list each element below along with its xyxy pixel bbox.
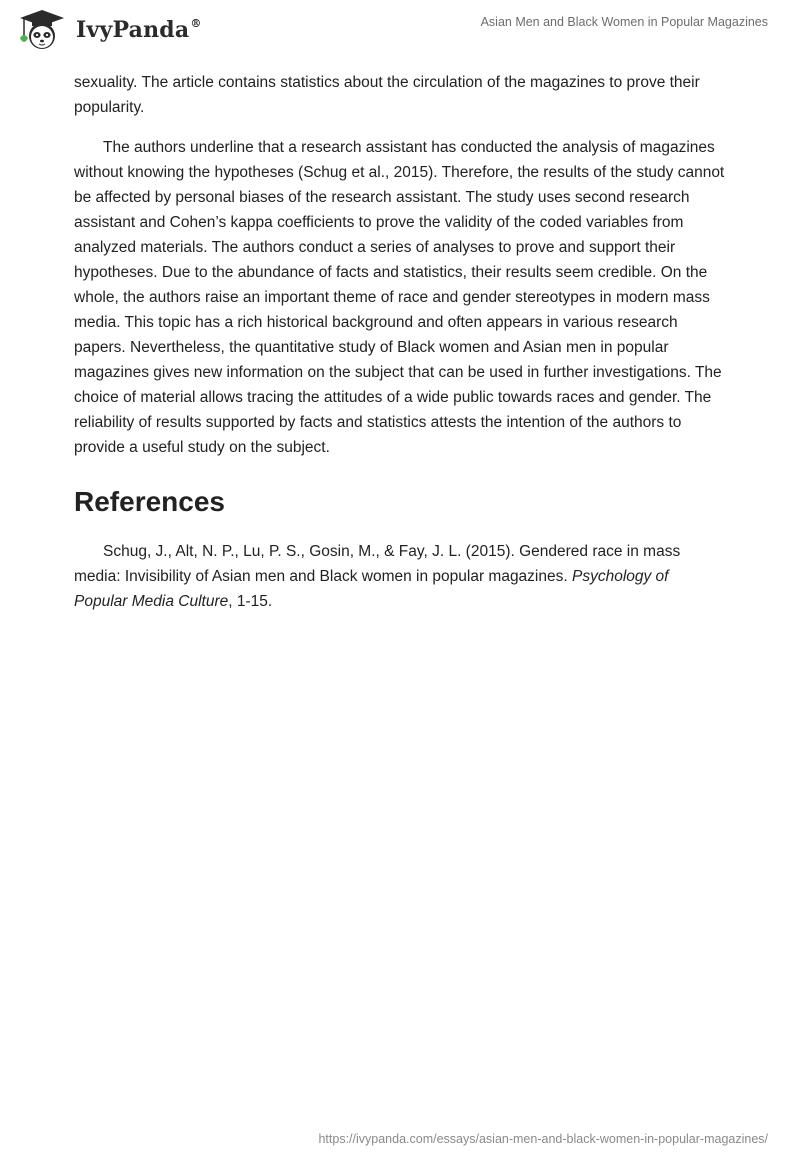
body-paragraph-2: The authors underline that a research assistant has conducted the analysis of magazines without knowing the hypotheses (Schug et al., 2015). Therefore, the results of the study cannot be affected by personal biases of the research assistant. The study uses second research assistant and Cohen’s kappa coefficients to prove the validity of the coded variables from analyzed materials. The authors conduct a series of analyses to prove and support their hypotheses. Due to the abundance of facts and statistics, their results seem credible. On the whole, the authors raise an important theme of race and gender stereotypes in modern mass media. This topic has a rich historical background and often appears in various research papers. Nevertheless, the quantitative study of Black women and Asian men in popular magazines gives new information on the subject that can be used in further investigations. The choice of material allows tracing the attitudes of a wide public towards races and gender. The reliability of results supported by facts and statistics attests the intention of the authors to provide a useful study on the subject. [74,139,725,456]
brand-name: IvyPanda® [76,17,202,43]
article-content [74,70,726,614]
reference-pages: , 1-15. [228,593,273,610]
reference-journal: Psychology of Popular Media Culture [74,568,669,610]
reference-entry [74,539,726,614]
source-url[interactable]: https://ivypanda.com/essays/asian-men-and-black-women-in-popular-magazines/ [318,1132,768,1146]
page-header [0,0,800,64]
panda-logo-icon [14,8,70,52]
reference-text: Schug, J., Alt, N. P., Lu, P. S., Gosin, M., & Fay, J. L. (2015). Gendered race in mass media: Invisibility of Asian men and Black women in popular magazines. [74,543,681,585]
references-heading: References [74,486,225,517]
document-title: Asian Men and Black Women in Popular Magazines [480,15,768,29]
brand-logo[interactable] [14,8,202,52]
body-paragraph-1: sexuality. The article contains statistics about the circulation of the magazines to prove their popularity. [74,74,700,116]
registered-mark: ® [190,17,202,30]
